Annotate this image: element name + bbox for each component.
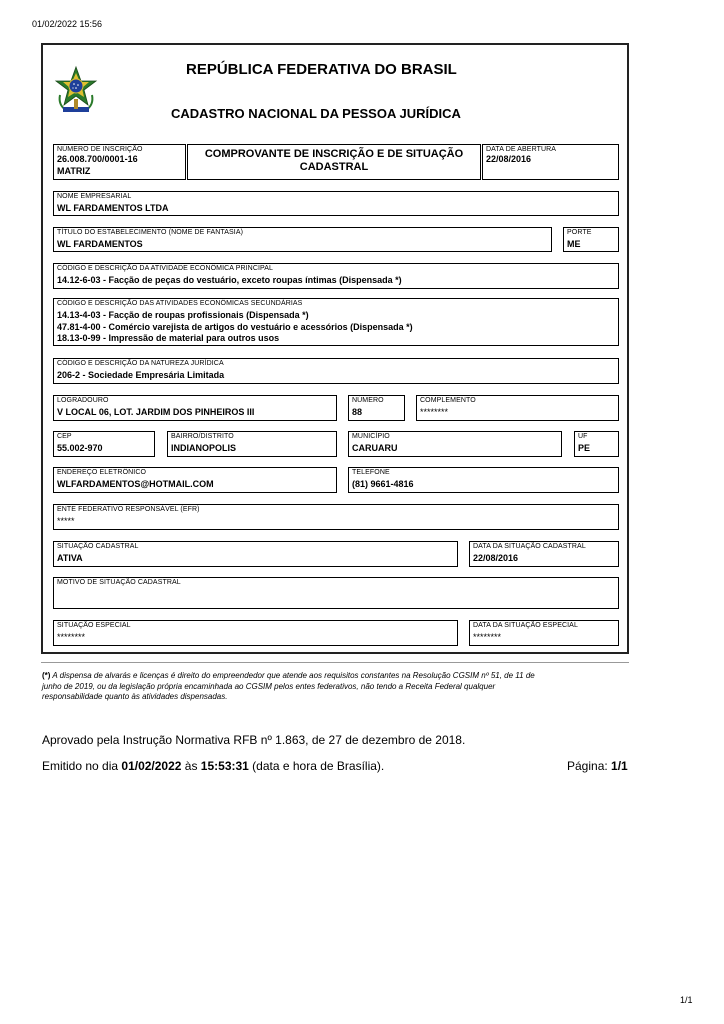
efr-box [53,504,619,530]
logradouro-box [53,395,337,421]
logradouro-value: V LOCAL 06, LOT. JARDIM DOS PINHEIROS III [57,407,255,417]
data-situacao-especial-box [469,620,619,646]
note-line: junho de 2019, ou da legislação própria encaminhada ao CGSIM pelos entes federativos, não tendo a Receita Federal qualquer [42,681,496,691]
page-title: REPÚBLICA FEDERATIVA DO BRASIL [186,61,457,78]
atividade-secundaria-item: 47.81-4-00 - Comércio varejista de artigos do vestuário e acessórios (Dispensada *) [57,321,413,332]
atividade-principal-value: 14.12-6-03 - Facção de peças do vestuário, exceto roupas íntimas (Dispensada *) [57,275,402,285]
inscricao-label: NÚMERO DE INSCRIÇÃO [57,146,143,153]
pagina-text [567,759,628,773]
porte-value: ME [567,239,581,249]
telefone-box [348,467,619,493]
pagina-label: Página: [567,759,612,773]
email-value: WLFARDAMENTOS@HOTMAIL.COM [57,479,214,489]
comprovante-title-line1: COMPROVANTE DE INSCRIÇÃO E DE SITUAÇÃO [204,148,464,160]
situacao-box [53,541,458,567]
municipio-box [348,431,562,457]
situacao-especial-value: ******** [57,632,86,642]
atividades-secundarias-box [53,298,619,346]
atividades-secundarias-label: CÓDIGO E DESCRIÇÃO DAS ATIVIDADES ECONÔMICAS SECUNDÁRIAS [57,300,303,307]
atividade-secundaria-item: 18.13-0-99 - Impressão de material para outros usos [57,333,280,343]
emitido-suffix: (data e hora de Brasília). [248,759,385,773]
bairro-box [167,431,337,457]
cep-label: CEP [57,433,72,440]
pagina-value: 1/1 [611,759,628,773]
inscricao-type: MATRIZ [57,166,91,176]
natureza-label: CÓDIGO E DESCRIÇÃO DA NATUREZA JURÍDICA [57,360,224,367]
logradouro-label: LOGRADOURO [57,397,109,404]
atividade-secundaria-item: 14.13-4-03 - Facção de roupas profissionais (Dispensada *) [57,310,309,320]
abertura-label: DATA DE ABERTURA [486,146,557,153]
inscricao-number: 26.008.700/0001-16 [57,154,138,164]
titulo-box [53,227,552,252]
complemento-box [416,395,619,421]
municipio-value: CARUARU [352,443,398,453]
nome-empresarial-value: WL FARDAMENTOS LTDA [57,203,169,213]
numero-label: NÚMERO [352,397,384,404]
natureza-value: 206-2 - Sociedade Empresária Limitada [57,370,225,380]
uf-box [574,431,619,457]
separator [41,662,629,663]
data-situacao-especial-value: ******** [473,632,502,642]
cep-box [53,431,155,457]
data-situacao-box [469,541,619,567]
atividade-principal-box [53,263,619,289]
inscricao-box [53,144,186,180]
bairro-label: BAIRRO/DISTRITO [171,433,234,440]
titulo-value: WL FARDAMENTOS [57,239,143,249]
email-box [53,467,337,493]
numero-value: 88 [352,407,363,417]
porte-box [563,227,619,252]
abertura-box [482,144,619,180]
aprovado-text: Aprovado pela Instrução Normativa RFB nº 1.863, de 27 de dezembro de 2018. [42,733,466,747]
email-label: ENDEREÇO ELETRÔNICO [57,469,147,476]
efr-label: ENTE FEDERATIVO RESPONSÁVEL (EFR) [57,506,200,513]
telefone-label: TELEFONE [352,469,390,476]
complemento-value: ******** [420,407,449,417]
atividade-principal-label: CÓDIGO E DESCRIÇÃO DA ATIVIDADE ECONÔMICA PRINCIPAL [57,265,274,272]
situacao-especial-label: SITUAÇÃO ESPECIAL [57,622,131,629]
motivo-box [53,577,619,609]
note-marker: (*) [42,671,51,680]
numero-box [348,395,405,421]
municipio-label: MUNICÍPIO [352,433,390,440]
situacao-especial-box [53,620,458,646]
comprovante-box [187,144,481,180]
motivo-label: MOTIVO DE SITUAÇÃO CADASTRAL [57,579,181,586]
titulo-label: TÍTULO DO ESTABELECIMENTO (NOME DE FANTASIA) [57,229,244,236]
efr-value: ***** [57,516,75,526]
cep-value: 55.002-970 [57,443,103,453]
telefone-value: (81) 9661-4816 [352,479,414,489]
bairro-value: INDIANOPOLIS [171,443,237,453]
data-situacao-especial-label: DATA DA SITUAÇÃO ESPECIAL [473,622,578,629]
complemento-label: COMPLEMENTO [420,397,476,404]
footer-page-number: 1/1 [680,995,693,1005]
page-subtitle: CADASTRO NACIONAL DA PESSOA JURÍDICA [171,106,461,121]
note-line: A dispensa de alvarás e licenças é direito do empreendedor que atende aos requisitos constantes na Resolução CGSIM nº 51, de 11 de [52,671,535,680]
uf-label: UF [578,433,588,440]
coat-of-arms-icon [54,65,98,115]
emitido-prefix: Emitido no dia [42,759,122,773]
emitido-time: 15:53:31 [200,759,249,773]
note-line: responsabilidade quanto às atividades dispensadas. [42,692,228,701]
emitido-date: 01/02/2022 [121,759,182,773]
data-situacao-label: DATA DA SITUAÇÃO CADASTRAL [473,543,586,550]
porte-label: PORTE [567,229,592,236]
print-timestamp: 01/02/2022 15:56 [32,19,103,29]
uf-value: PE [578,443,591,453]
emitido-mid: às [181,759,201,773]
emitido-text [42,759,384,773]
natureza-box [53,358,619,384]
comprovante-title-line2: CADASTRAL [299,161,369,173]
nome-empresarial-box [53,191,619,216]
dispensa-note [42,671,630,703]
situacao-value: ATIVA [57,553,83,563]
abertura-value: 22/08/2016 [486,154,532,164]
nome-empresarial-label: NOME EMPRESARIAL [57,193,132,200]
data-situacao-value: 22/08/2016 [473,553,519,563]
situacao-label: SITUAÇÃO CADASTRAL [57,543,139,550]
